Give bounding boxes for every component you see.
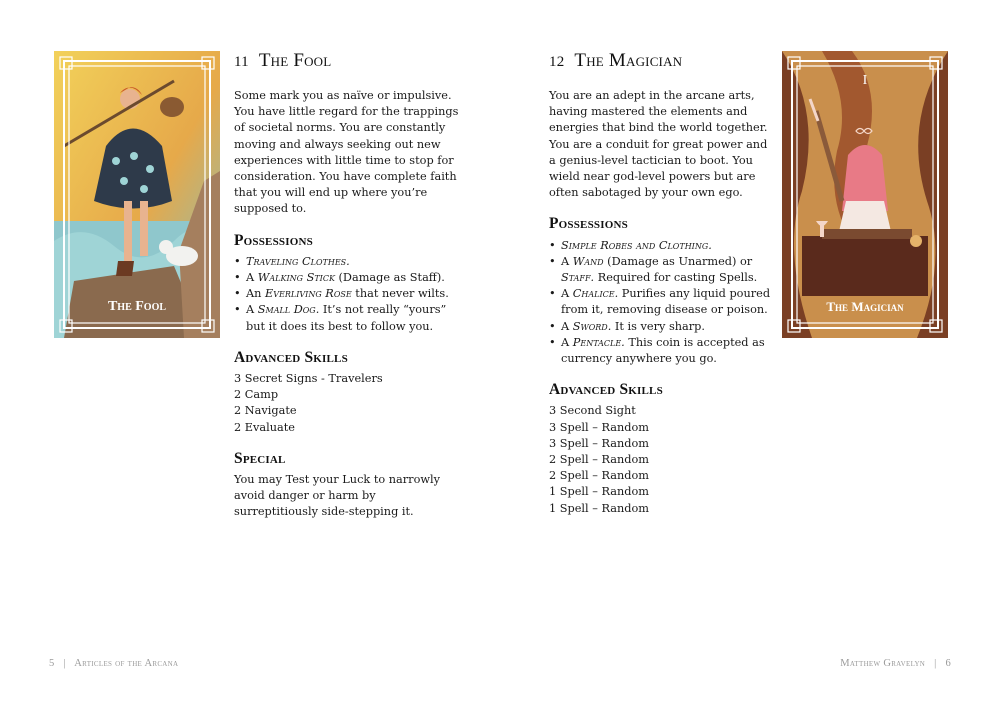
- list-item: 2 Camp: [234, 388, 279, 402]
- list-item: 3 Second Sight: [549, 404, 636, 418]
- magician-skills-list: [549, 403, 771, 516]
- list-item: • A Chalice. Purifies any liquid poured from it, removing disease or poison.: [549, 286, 771, 318]
- list-item: 3 Spell – Random: [549, 420, 650, 434]
- list-item: 3 Secret Signs - Travelers: [234, 372, 383, 386]
- fool-title: The Fool: [258, 50, 332, 71]
- magician-number: 12: [549, 54, 565, 70]
- magician-possessions-list: [549, 238, 771, 368]
- footer-left: [49, 658, 178, 669]
- fool-heading: [234, 50, 331, 72]
- list-item: • A Sword. It is very sharp.: [549, 319, 771, 335]
- fool-possessions-list: [234, 254, 459, 335]
- list-item: 2 Spell – Random: [549, 469, 650, 483]
- magician-card-label: The Magician: [826, 299, 904, 314]
- list-item: 2 Navigate: [234, 404, 297, 418]
- list-item: • A Wand (Damage as Unarmed) or Staff. Required for casting Spells.: [549, 254, 771, 286]
- right-page-number: 6: [945, 658, 951, 669]
- magician-title: The Magician: [574, 50, 683, 71]
- magician-possessions-heading: Possessions: [549, 215, 628, 233]
- fool-skills-list: [234, 371, 459, 436]
- fool-number: 11: [234, 54, 249, 70]
- list-item: 3 Spell – Random: [549, 436, 650, 450]
- magician-card-numeral: I: [862, 73, 868, 88]
- fool-card-illustration: [54, 51, 220, 338]
- footer-author: Matthew Gravelyn: [840, 658, 926, 669]
- fool-possessions-heading: Possessions: [234, 231, 313, 249]
- fool-special-heading: Special: [234, 449, 286, 467]
- fool-skills-heading: Advanced Skills: [234, 348, 348, 366]
- footer-left-separator: |: [63, 658, 66, 669]
- list-item: • A Pentacle. This coin is accepted as currency anywhere you go.: [549, 335, 771, 367]
- magician-description: You are an adept in the arcane arts, having mastered the elements and energies that bind the world together. You are a conduit for great power and a genius-level tactician to boot. You wield near god-level powers but are often sabotaged by your own ego.: [549, 89, 768, 200]
- left-page-number: 5: [49, 658, 55, 669]
- footer-right-separator: |: [934, 658, 937, 669]
- list-item: • An Everliving Rose that never wilts.: [234, 286, 459, 302]
- fool-special-text: You may Test your Luck to narrowly avoid danger or harm by surreptitiously side-stepping it.: [234, 473, 441, 519]
- magician-column: [549, 88, 771, 517]
- list-item: • A Walking Stick (Damage as Staff).: [234, 270, 459, 286]
- fool-card-label: The Fool: [107, 299, 167, 314]
- list-item: 1 Spell – Random: [549, 501, 650, 515]
- list-item: 2 Spell – Random: [549, 453, 650, 467]
- footer-right: [840, 658, 951, 669]
- footer-book-title: Articles of the Arcana: [74, 658, 179, 669]
- fool-column: [234, 88, 459, 521]
- list-item: • Traveling Clothes.: [234, 254, 459, 270]
- fool-description: Some mark you as naïve or impulsive. You have little regard for the trappings of societal norms. You are constantly moving and always seeking out new experiences with little time to stop for consideration. You have complete faith that you will end up where you’re supposed to.: [234, 89, 459, 216]
- magician-card-illustration: [782, 51, 948, 338]
- list-item: 1 Spell – Random: [549, 485, 650, 499]
- list-item: • A Small Dog. It’s not really “yours” but it does its best to follow you.: [234, 302, 459, 334]
- magician-skills-heading: Advanced Skills: [549, 381, 663, 399]
- list-item: 2 Evaluate: [234, 420, 295, 434]
- list-item: • Simple Robes and Clothing.: [549, 238, 771, 254]
- magician-heading: [549, 50, 682, 72]
